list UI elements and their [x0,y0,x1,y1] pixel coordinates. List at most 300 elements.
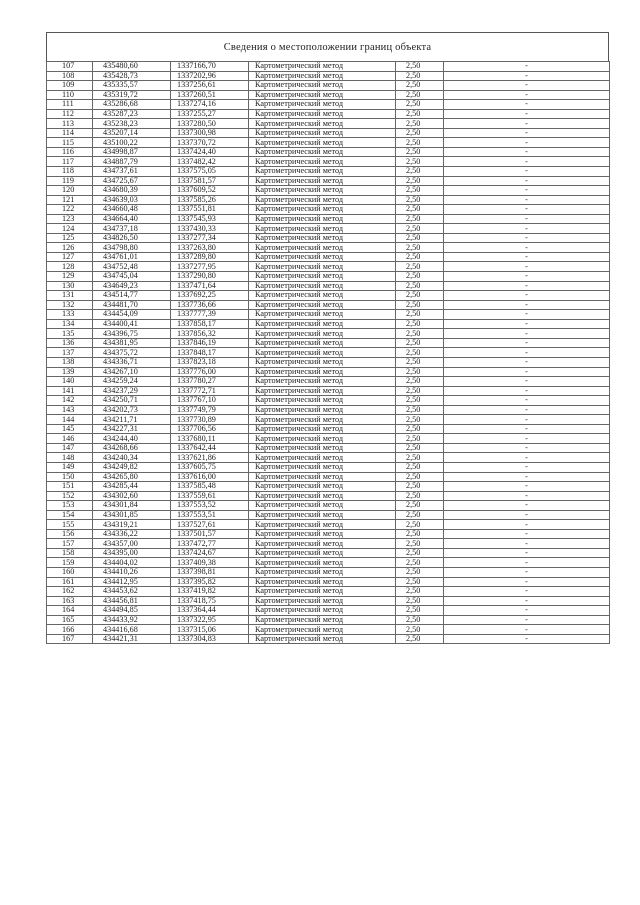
y-coordinate-cell: 1337621,86 [171,453,249,463]
x-coordinate-cell: 434244,40 [93,434,171,444]
accuracy-cell: 2,50 [396,424,444,434]
point-number-cell: 150 [47,472,93,482]
method-cell: Картометрический метод [249,453,396,463]
accuracy-cell: 2,50 [396,491,444,501]
point-number-cell: 128 [47,262,93,272]
description-cell: - [444,167,610,177]
table-row [47,214,610,224]
accuracy-cell: 2,50 [396,558,444,568]
point-number-cell: 151 [47,482,93,492]
description-cell: - [444,424,610,434]
table-body [47,62,610,644]
description-cell: - [444,233,610,243]
table-row [47,119,610,129]
y-coordinate-cell: 1337706,56 [171,424,249,434]
table-row [47,109,610,119]
table-row [47,224,610,234]
description-cell: - [444,319,610,329]
description-cell: - [444,587,610,597]
table-row [47,338,610,348]
table-row [47,462,610,472]
accuracy-cell: 2,50 [396,472,444,482]
accuracy-cell: 2,50 [396,90,444,100]
point-number-cell: 109 [47,81,93,91]
x-coordinate-cell: 434660,48 [93,205,171,215]
table-row [47,128,610,138]
method-cell: Картометрический метод [249,386,396,396]
description-cell: - [444,243,610,253]
accuracy-cell: 2,50 [396,81,444,91]
description-cell: - [444,81,610,91]
accuracy-cell: 2,50 [396,396,444,406]
table-row [47,453,610,463]
y-coordinate-cell: 1337777,39 [171,310,249,320]
table-row [47,100,610,110]
method-cell: Картометрический метод [249,205,396,215]
point-number-cell: 160 [47,567,93,577]
table-row [47,424,610,434]
y-coordinate-cell: 1337642,44 [171,443,249,453]
table-row [47,396,610,406]
method-cell: Картометрический метод [249,377,396,387]
method-cell: Картометрический метод [249,434,396,444]
point-number-cell: 145 [47,424,93,434]
accuracy-cell: 2,50 [396,606,444,616]
x-coordinate-cell: 434240,34 [93,453,171,463]
accuracy-cell: 2,50 [396,195,444,205]
y-coordinate-cell: 1337501,57 [171,529,249,539]
description-cell: - [444,558,610,568]
y-coordinate-cell: 1337575,05 [171,167,249,177]
point-number-cell: 110 [47,90,93,100]
point-number-cell: 156 [47,529,93,539]
method-cell: Картометрический метод [249,81,396,91]
method-cell: Картометрический метод [249,272,396,282]
accuracy-cell: 2,50 [396,62,444,72]
accuracy-cell: 2,50 [396,157,444,167]
point-number-cell: 155 [47,520,93,530]
point-number-cell: 132 [47,300,93,310]
table-row [47,386,610,396]
accuracy-cell: 2,50 [396,224,444,234]
x-coordinate-cell: 434649,23 [93,281,171,291]
description-cell: - [444,510,610,520]
y-coordinate-cell: 1337846,19 [171,338,249,348]
point-number-cell: 158 [47,548,93,558]
point-number-cell: 154 [47,510,93,520]
point-number-cell: 147 [47,443,93,453]
method-cell: Картометрический метод [249,176,396,186]
point-number-cell: 149 [47,462,93,472]
method-cell: Картометрический метод [249,310,396,320]
method-cell: Картометрический метод [249,186,396,196]
accuracy-cell: 2,50 [396,109,444,119]
method-cell: Картометрический метод [249,357,396,367]
x-coordinate-cell: 434412,95 [93,577,171,587]
table-row [47,577,610,587]
accuracy-cell: 2,50 [396,520,444,530]
description-cell: - [444,100,610,110]
point-number-cell: 136 [47,338,93,348]
accuracy-cell: 2,50 [396,310,444,320]
x-coordinate-cell: 434664,40 [93,214,171,224]
x-coordinate-cell: 434433,92 [93,615,171,625]
y-coordinate-cell: 1337315,06 [171,625,249,635]
method-cell: Картометрический метод [249,319,396,329]
accuracy-cell: 2,50 [396,462,444,472]
y-coordinate-cell: 1337409,38 [171,558,249,568]
description-cell: - [444,596,610,606]
y-coordinate-cell: 1337780,27 [171,377,249,387]
table-title: Сведения о местоположении границ объекта [46,32,609,61]
point-number-cell: 152 [47,491,93,501]
accuracy-cell: 2,50 [396,625,444,635]
y-coordinate-cell: 1337609,52 [171,186,249,196]
description-cell: - [444,453,610,463]
method-cell: Картометрический метод [249,281,396,291]
description-cell: - [444,300,610,310]
x-coordinate-cell: 434250,71 [93,396,171,406]
y-coordinate-cell: 1337848,17 [171,348,249,358]
point-number-cell: 117 [47,157,93,167]
point-number-cell: 120 [47,186,93,196]
point-number-cell: 112 [47,109,93,119]
x-coordinate-cell: 434680,39 [93,186,171,196]
table-row [47,90,610,100]
x-coordinate-cell: 434400,41 [93,319,171,329]
method-cell: Картометрический метод [249,501,396,511]
point-number-cell: 144 [47,415,93,425]
method-cell: Картометрический метод [249,157,396,167]
point-number-cell: 140 [47,377,93,387]
y-coordinate-cell: 1337277,95 [171,262,249,272]
table-row [47,205,610,215]
method-cell: Картометрический метод [249,109,396,119]
point-number-cell: 121 [47,195,93,205]
description-cell: - [444,329,610,339]
y-coordinate-cell: 1337680,11 [171,434,249,444]
method-cell: Картометрический метод [249,90,396,100]
description-cell: - [444,90,610,100]
accuracy-cell: 2,50 [396,348,444,358]
accuracy-cell: 2,50 [396,510,444,520]
table-row [47,548,610,558]
description-cell: - [444,147,610,157]
y-coordinate-cell: 1337472,77 [171,539,249,549]
point-number-cell: 127 [47,252,93,262]
accuracy-cell: 2,50 [396,100,444,110]
accuracy-cell: 2,50 [396,167,444,177]
description-cell: - [444,482,610,492]
method-cell: Картометрический метод [249,510,396,520]
x-coordinate-cell: 434301,84 [93,501,171,511]
y-coordinate-cell: 1337395,82 [171,577,249,587]
x-coordinate-cell: 434265,80 [93,472,171,482]
table-row [47,367,610,377]
accuracy-cell: 2,50 [396,548,444,558]
point-number-cell: 163 [47,596,93,606]
x-coordinate-cell: 435238,23 [93,119,171,129]
table-row [47,348,610,358]
y-coordinate-cell: 1337823,18 [171,357,249,367]
y-coordinate-cell: 1337280,50 [171,119,249,129]
table-row [47,357,610,367]
method-cell: Картометрический метод [249,415,396,425]
x-coordinate-cell: 434421,31 [93,634,171,644]
accuracy-cell: 2,50 [396,453,444,463]
method-cell: Картометрический метод [249,491,396,501]
point-number-cell: 135 [47,329,93,339]
description-cell: - [444,272,610,282]
x-coordinate-cell: 434404,02 [93,558,171,568]
accuracy-cell: 2,50 [396,243,444,253]
description-cell: - [444,128,610,138]
accuracy-cell: 2,50 [396,186,444,196]
boundary-points-table [46,61,610,644]
table-row [47,615,610,625]
y-coordinate-cell: 1337605,75 [171,462,249,472]
point-number-cell: 138 [47,357,93,367]
x-coordinate-cell: 434381,95 [93,338,171,348]
x-coordinate-cell: 434798,80 [93,243,171,253]
y-coordinate-cell: 1337527,61 [171,520,249,530]
accuracy-cell: 2,50 [396,252,444,262]
description-cell: - [444,338,610,348]
y-coordinate-cell: 1337856,32 [171,329,249,339]
x-coordinate-cell: 434454,09 [93,310,171,320]
y-coordinate-cell: 1337289,80 [171,252,249,262]
y-coordinate-cell: 1337364,44 [171,606,249,616]
x-coordinate-cell: 434267,10 [93,367,171,377]
accuracy-cell: 2,50 [396,205,444,215]
description-cell: - [444,195,610,205]
method-cell: Картометрический метод [249,596,396,606]
accuracy-cell: 2,50 [396,357,444,367]
table-row [47,558,610,568]
description-cell: - [444,491,610,501]
point-number-cell: 157 [47,539,93,549]
method-cell: Картометрический метод [249,138,396,148]
point-number-cell: 133 [47,310,93,320]
method-cell: Картометрический метод [249,634,396,644]
method-cell: Картометрический метод [249,233,396,243]
y-coordinate-cell: 1337277,34 [171,233,249,243]
y-coordinate-cell: 1337256,61 [171,81,249,91]
x-coordinate-cell: 434375,72 [93,348,171,358]
x-coordinate-cell: 434494,85 [93,606,171,616]
table-row [47,176,610,186]
method-cell: Картометрический метод [249,529,396,539]
accuracy-cell: 2,50 [396,119,444,129]
description-cell: - [444,415,610,425]
table-row [47,587,610,597]
x-coordinate-cell: 434752,48 [93,262,171,272]
accuracy-cell: 2,50 [396,443,444,453]
x-coordinate-cell: 434410,26 [93,567,171,577]
description-cell: - [444,434,610,444]
method-cell: Картометрический метод [249,424,396,434]
description-cell: - [444,548,610,558]
y-coordinate-cell: 1337585,26 [171,195,249,205]
point-number-cell: 130 [47,281,93,291]
point-number-cell: 131 [47,291,93,301]
method-cell: Картометрический метод [249,100,396,110]
description-cell: - [444,472,610,482]
x-coordinate-cell: 434285,44 [93,482,171,492]
method-cell: Картометрический метод [249,472,396,482]
description-cell: - [444,214,610,224]
method-cell: Картометрический метод [249,147,396,157]
x-coordinate-cell: 434453,62 [93,587,171,597]
table-row [47,81,610,91]
x-coordinate-cell: 434268,66 [93,443,171,453]
accuracy-cell: 2,50 [396,405,444,415]
x-coordinate-cell: 434336,71 [93,357,171,367]
method-cell: Картометрический метод [249,367,396,377]
accuracy-cell: 2,50 [396,634,444,644]
table-row [47,520,610,530]
accuracy-cell: 2,50 [396,386,444,396]
description-cell: - [444,310,610,320]
table-row [47,625,610,635]
x-coordinate-cell: 434416,68 [93,625,171,635]
table-row [47,606,610,616]
table-row [47,567,610,577]
method-cell: Картометрический метод [249,615,396,625]
point-number-cell: 141 [47,386,93,396]
y-coordinate-cell: 1337553,51 [171,510,249,520]
description-cell: - [444,186,610,196]
method-cell: Картометрический метод [249,348,396,358]
x-coordinate-cell: 434202,73 [93,405,171,415]
table-row [47,71,610,81]
table-row [47,472,610,482]
x-coordinate-cell: 435287,23 [93,109,171,119]
description-cell: - [444,252,610,262]
y-coordinate-cell: 1337581,57 [171,176,249,186]
point-number-cell: 119 [47,176,93,186]
point-number-cell: 122 [47,205,93,215]
table-row [47,434,610,444]
table-row [47,529,610,539]
description-cell: - [444,119,610,129]
description-cell: - [444,386,610,396]
point-number-cell: 125 [47,233,93,243]
table-row [47,300,610,310]
point-number-cell: 113 [47,119,93,129]
point-number-cell: 134 [47,319,93,329]
y-coordinate-cell: 1337559,61 [171,491,249,501]
y-coordinate-cell: 1337370,72 [171,138,249,148]
table-row [47,138,610,148]
table-row [47,634,610,644]
point-number-cell: 143 [47,405,93,415]
y-coordinate-cell: 1337424,40 [171,147,249,157]
point-number-cell: 153 [47,501,93,511]
point-number-cell: 162 [47,587,93,597]
accuracy-cell: 2,50 [396,176,444,186]
y-coordinate-cell: 1337260,51 [171,90,249,100]
table-row [47,539,610,549]
x-coordinate-cell: 435428,73 [93,71,171,81]
description-cell: - [444,281,610,291]
y-coordinate-cell: 1337471,64 [171,281,249,291]
description-cell: - [444,520,610,530]
point-number-cell: 107 [47,62,93,72]
description-cell: - [444,138,610,148]
point-number-cell: 165 [47,615,93,625]
table-row [47,62,610,72]
description-cell: - [444,224,610,234]
table-row [47,310,610,320]
y-coordinate-cell: 1337730,89 [171,415,249,425]
y-coordinate-cell: 1337482,42 [171,157,249,167]
method-cell: Картометрический метод [249,291,396,301]
point-number-cell: 124 [47,224,93,234]
y-coordinate-cell: 1337419,82 [171,587,249,597]
y-coordinate-cell: 1337553,52 [171,501,249,511]
x-coordinate-cell: 434887,79 [93,157,171,167]
method-cell: Картометрический метод [249,625,396,635]
description-cell: - [444,71,610,81]
accuracy-cell: 2,50 [396,434,444,444]
x-coordinate-cell: 434395,00 [93,548,171,558]
method-cell: Картометрический метод [249,396,396,406]
accuracy-cell: 2,50 [396,71,444,81]
description-cell: - [444,567,610,577]
y-coordinate-cell: 1337736,66 [171,300,249,310]
x-coordinate-cell: 435480,60 [93,62,171,72]
y-coordinate-cell: 1337585,48 [171,482,249,492]
table-row [47,510,610,520]
accuracy-cell: 2,50 [396,367,444,377]
description-cell: - [444,348,610,358]
y-coordinate-cell: 1337255,27 [171,109,249,119]
method-cell: Картометрический метод [249,214,396,224]
description-cell: - [444,157,610,167]
description-cell: - [444,62,610,72]
point-number-cell: 126 [47,243,93,253]
y-coordinate-cell: 1337749,79 [171,405,249,415]
method-cell: Картометрический метод [249,443,396,453]
accuracy-cell: 2,50 [396,147,444,157]
method-cell: Картометрический метод [249,548,396,558]
point-number-cell: 114 [47,128,93,138]
y-coordinate-cell: 1337418,75 [171,596,249,606]
x-coordinate-cell: 434745,04 [93,272,171,282]
y-coordinate-cell: 1337616,00 [171,472,249,482]
accuracy-cell: 2,50 [396,329,444,339]
method-cell: Картометрический метод [249,482,396,492]
accuracy-cell: 2,50 [396,567,444,577]
method-cell: Картометрический метод [249,539,396,549]
method-cell: Картометрический метод [249,606,396,616]
table-row [47,405,610,415]
y-coordinate-cell: 1337858,17 [171,319,249,329]
accuracy-cell: 2,50 [396,281,444,291]
point-number-cell: 118 [47,167,93,177]
accuracy-cell: 2,50 [396,319,444,329]
method-cell: Картометрический метод [249,262,396,272]
x-coordinate-cell: 434357,00 [93,539,171,549]
table-row [47,147,610,157]
description-cell: - [444,615,610,625]
table-row [47,233,610,243]
point-number-cell: 123 [47,214,93,224]
table-row [47,377,610,387]
method-cell: Картометрический метод [249,329,396,339]
x-coordinate-cell: 435286,68 [93,100,171,110]
